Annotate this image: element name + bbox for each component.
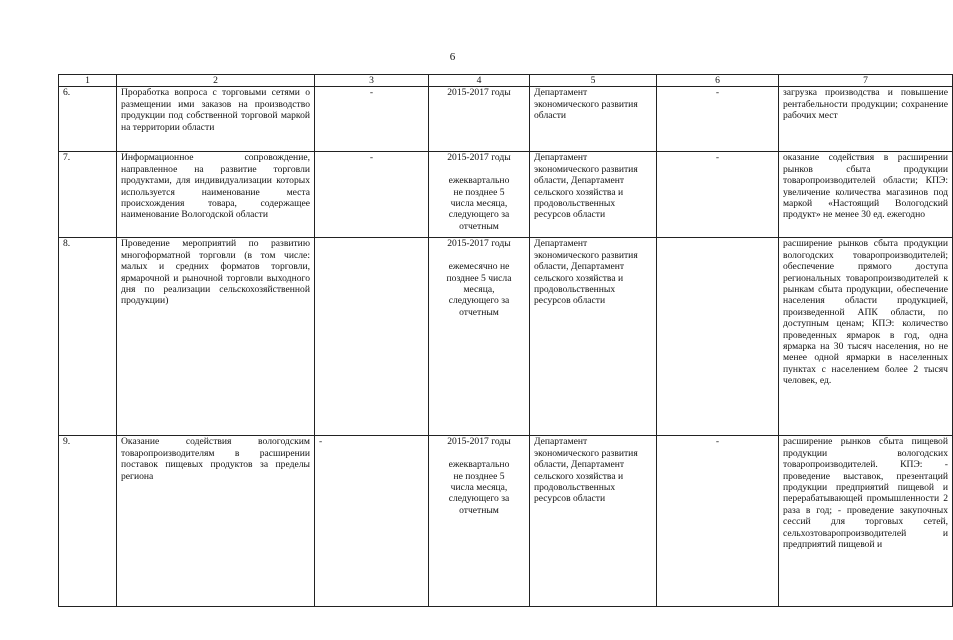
indicator-cell: - <box>657 87 779 152</box>
page-number: 6 <box>449 51 456 63</box>
indicator-cell: - <box>657 436 779 607</box>
executor-cell: Департамент экономического развития области, Департамент сельского хозяйства и продовольственных ресурсов области <box>530 152 657 238</box>
deadline-line: следующего за <box>448 209 510 221</box>
period-text: 2015-2017 годы <box>447 152 511 164</box>
header-cell: 6 <box>657 75 779 87</box>
deadline-line: отчетным <box>459 306 499 318</box>
table-row <box>59 238 953 436</box>
executor-cell: Департамент экономического развития области, Департамент сельского хозяйства и продовольственных ресурсов области <box>530 436 657 607</box>
deadline-line: не позднее 5 <box>453 186 505 198</box>
deadline-line: следующего за <box>448 493 510 505</box>
table-row <box>59 87 953 152</box>
activity-cell: Информационное сопровождение, направленное на развитие торговли продуктами, для индивидуализации которых используется наименование места происхождения товара, содержащее наименование Вологодской области <box>117 152 315 238</box>
header-cell: 3 <box>315 75 429 87</box>
funding-cell: - <box>315 152 429 238</box>
period-text: 2015-2017 годы <box>447 87 511 99</box>
period-cell <box>429 87 530 152</box>
deadline-line: отчетным <box>459 504 499 516</box>
funding-cell: - <box>315 87 429 152</box>
result-cell: загрузка производства и повышение рентабельности продукции; сохранение рабочих мест <box>779 87 953 152</box>
activity-cell: Проработка вопроса с торговыми сетями о размещении ими заказов на производство продукции под собственной торговой маркой на территории области <box>117 87 315 152</box>
executor-cell: Департамент экономического развития области, Департамент сельского хозяйства и продовольственных ресурсов области <box>530 238 657 436</box>
header-cell: 7 <box>779 75 953 87</box>
deadline-line: ежемесячно не <box>448 261 510 273</box>
table-row <box>59 436 953 607</box>
result-cell: расширение рынков сбыта продукции вологодских товаропроизводителей; обеспечение прямого доступа региональных товаропроизводителей к рынкам сбыта продукции, обеспечение населения области продукцией, произведенной АПК области, по доступным ценам; КПЭ: количество проведенных ярмарок в год, одна ярмарка на 30 тысяч населения, но не менее одной ярмарки в населенных пунктах с населением более 2 тысяч человек, ед. <box>779 238 953 436</box>
funding-cell <box>315 238 429 436</box>
period-cell <box>429 152 530 238</box>
row-number: 7. <box>59 152 117 238</box>
result-cell: оказание содействия в расширении рынков сбыта продукции товаропроизводителей области; КПЭ: увеличение количества магазинов под маркой «Настоящий Вологодский продукт» не менее 30 ед. ежегодно <box>779 152 953 238</box>
activity-cell: Оказание содействия вологодским товаропроизводителям в расширении поставок пищевых продуктов за пределы региона <box>117 436 315 607</box>
period-cell <box>429 436 530 607</box>
executor-cell: Департамент экономического развития области <box>530 87 657 152</box>
header-cell: 4 <box>429 75 530 87</box>
period-text: 2015-2017 годы <box>447 238 511 250</box>
row-number: 6. <box>59 87 117 152</box>
row-number: 9. <box>59 436 117 607</box>
header-cell: 5 <box>530 75 657 87</box>
deadline-line: отчетным <box>459 220 499 232</box>
period-cell <box>429 238 530 436</box>
table-row <box>59 152 953 238</box>
deadline-line: не позднее 5 <box>453 470 505 482</box>
indicator-cell: - <box>657 152 779 238</box>
action-plan-table <box>58 74 953 607</box>
funding-cell: - <box>315 436 429 607</box>
deadline-line: числа месяца, <box>450 198 508 210</box>
deadline-line: позднее 5 числа <box>446 272 512 284</box>
deadline-line: числа месяца, <box>450 482 508 494</box>
indicator-cell <box>657 238 779 436</box>
result-cell: расширение рынков сбыта пищевой продукции вологодских товаропроизводителей. КПЭ: - проведение выставок, презентаций продукции предприятий пищевой и перерабатывающей промышленности 2 раза в год; - проведение закупочных сессий для торговых сетей, сельхозтоваропроизводителей и предприятий пищевой и <box>779 436 953 607</box>
deadline-line: следующего за <box>448 295 510 307</box>
table-header-row <box>59 75 953 87</box>
period-text: 2015-2017 годы <box>447 436 511 448</box>
header-cell: 1 <box>59 75 117 87</box>
header-cell: 2 <box>117 75 315 87</box>
row-number: 8. <box>59 238 117 436</box>
deadline-line: ежеквартально <box>448 175 510 187</box>
deadline-line: месяца, <box>463 284 495 296</box>
activity-cell: Проведение мероприятий по развитию многоформатной торговли (в том числе: малых и средних форматов торговли, ярмарочной и рыночной торговли выходного дня по реализации сельскохозяйственной продукции) <box>117 238 315 436</box>
deadline-line: ежеквартально <box>448 459 510 471</box>
